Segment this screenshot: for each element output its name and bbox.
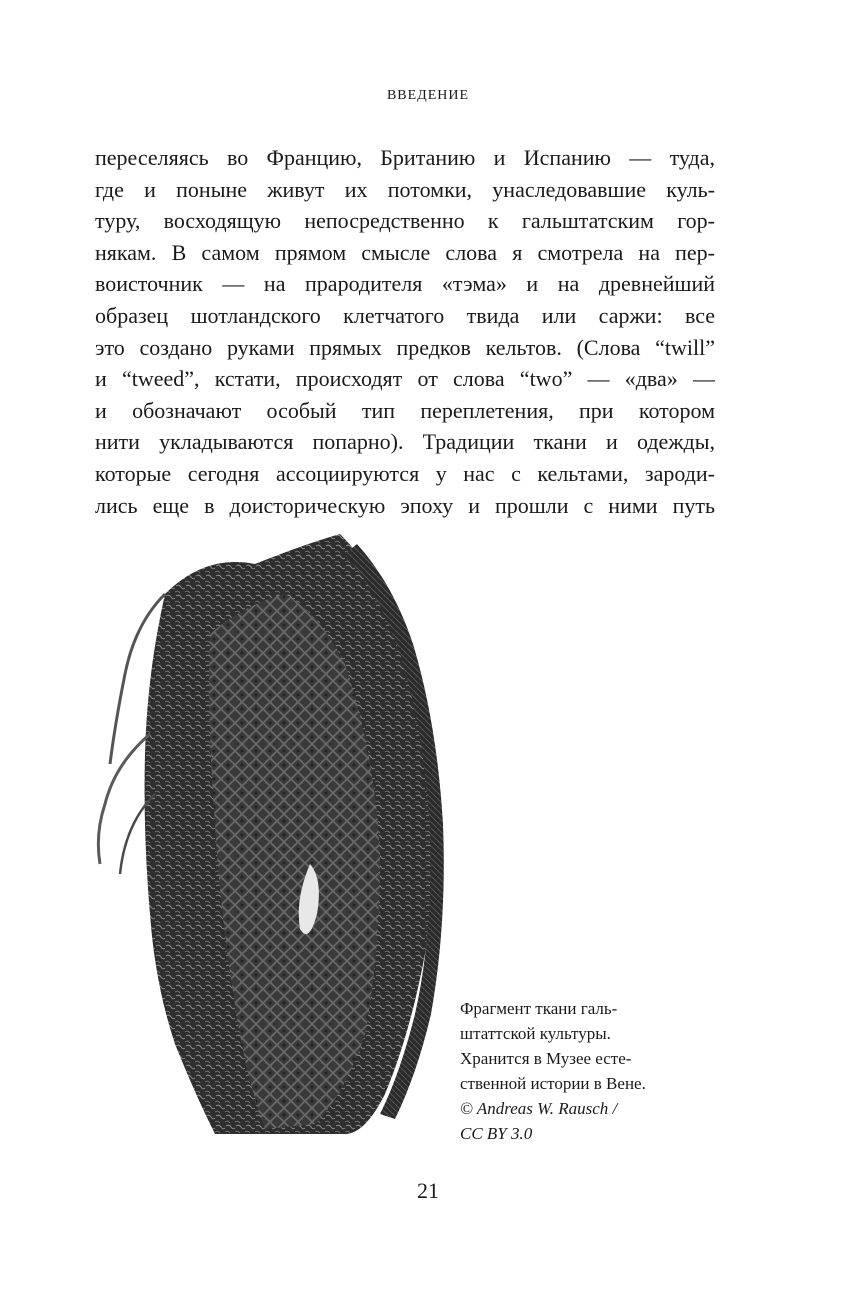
body-line: переселяясь во Францию, Британию и Испанию — туда, bbox=[95, 145, 715, 170]
caption-line: ственной истории в Вене. bbox=[460, 1074, 646, 1093]
body-line: это создано руками прямых предков кельтов. (Слова “twill” bbox=[95, 334, 715, 360]
body-line: туру, восходящую непосредственно к гальштатским гор- bbox=[95, 208, 715, 234]
caption-line: штаттской культуры. bbox=[460, 1024, 611, 1043]
body-line: образец шотландского клетчатого твида или саржи: все bbox=[95, 302, 715, 328]
running-head: ВВЕДЕНИЕ bbox=[386, 88, 470, 103]
body-text bbox=[95, 142, 715, 521]
page-number: 21 bbox=[417, 1178, 439, 1203]
textile-photo-drawing bbox=[95, 534, 451, 1134]
body-line: где и поныне живут их потомки, унаследовавшие куль- bbox=[95, 176, 715, 202]
body-line: и “tweed”, кстати, происходят от слова “two” — «два» — bbox=[95, 366, 715, 392]
body-line: нити укладываются попарно). Традиции ткани и одежды, bbox=[95, 429, 715, 455]
body-line: и обозначают особый тип переплетения, при котором bbox=[95, 397, 715, 423]
photo-credit-line: CC BY 3.0 bbox=[460, 1124, 533, 1143]
body-line: воисточник — на прародителя «тэма» и на древнейший bbox=[95, 271, 715, 297]
caption-line: Хранится в Музее есте- bbox=[460, 1049, 632, 1068]
body-line: лись еще в доисторическую эпоху и прошли с ними путь bbox=[95, 492, 715, 518]
photo-credit-line: © Andreas W. Rausch / bbox=[460, 1099, 618, 1118]
body-line: которые сегодня ассоциируются у нас с кельтами, зароди- bbox=[95, 460, 715, 486]
body-line: някам. В самом прямом смысле слова я смотрела на пер- bbox=[95, 239, 715, 265]
figure-caption bbox=[460, 996, 730, 1146]
textile-fragment-photo bbox=[95, 534, 451, 1134]
caption-line: Фрагмент ткани галь- bbox=[460, 999, 618, 1018]
